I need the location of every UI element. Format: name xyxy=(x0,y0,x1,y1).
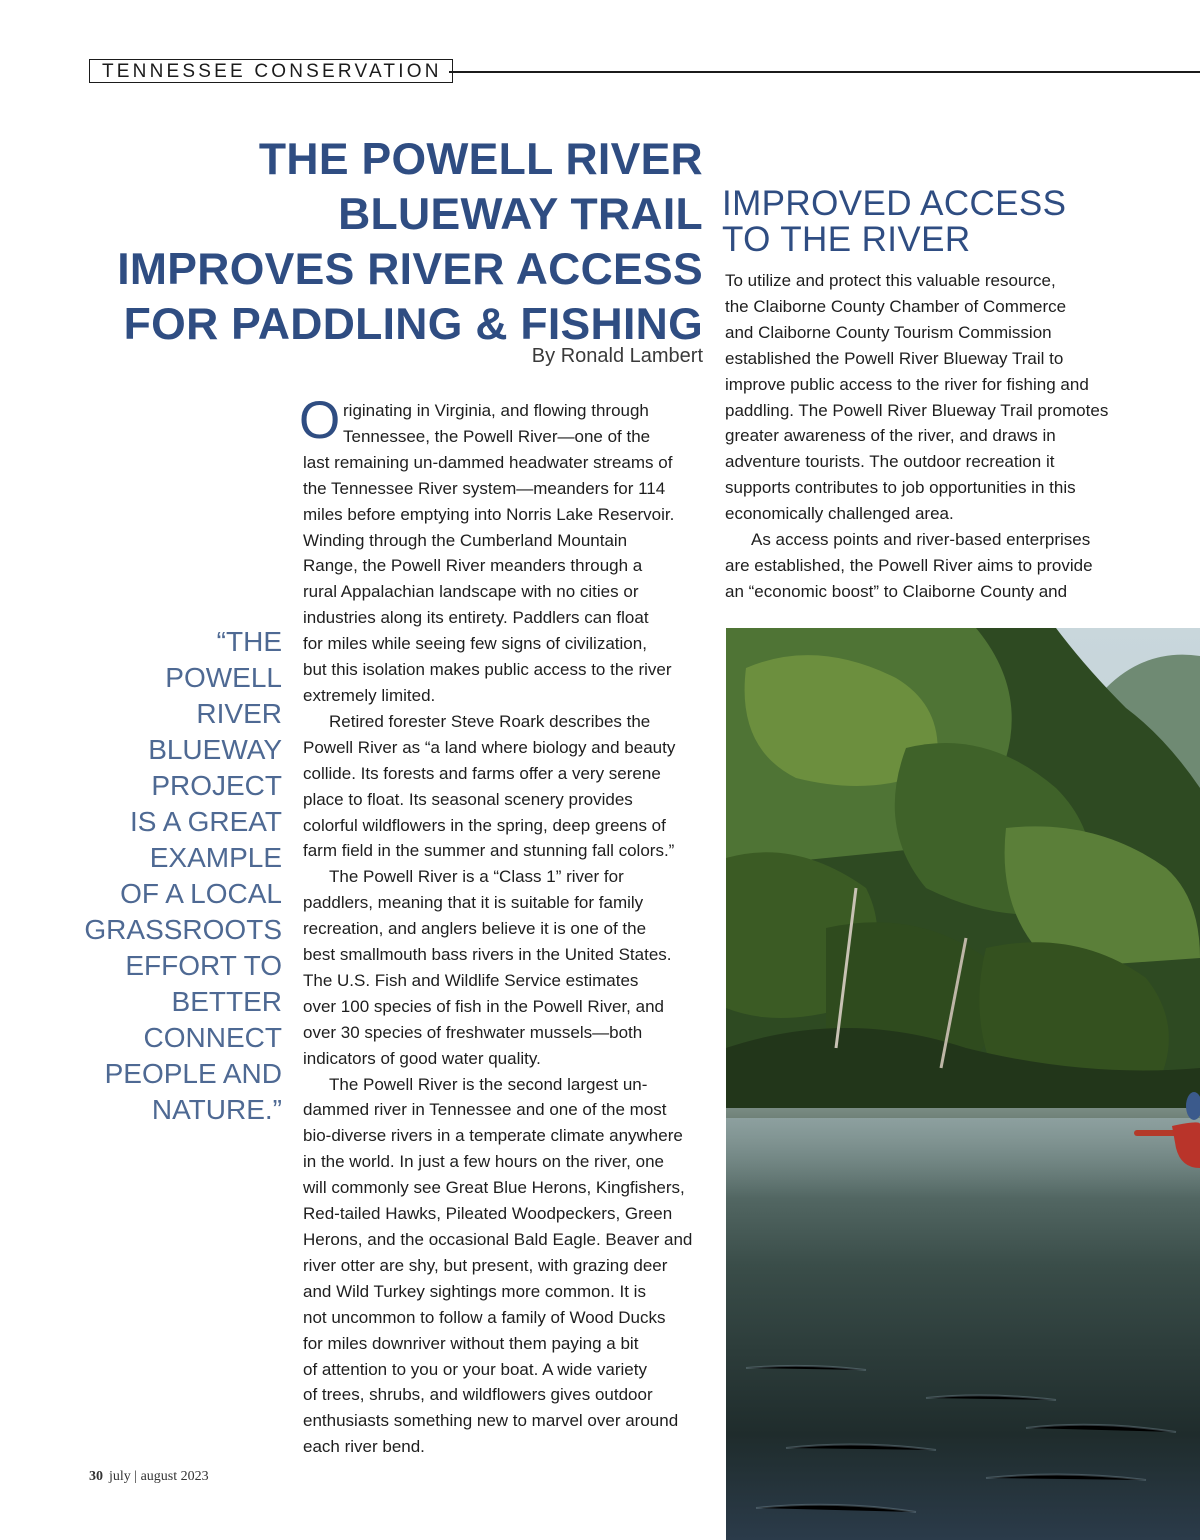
headline-line: BLUEWAY TRAIL xyxy=(338,190,703,239)
headline-line: FOR PADDLING & FISHING xyxy=(123,300,703,349)
body-line: The U.S. Fish and Wildlife Service estimates xyxy=(303,970,639,990)
pull-quote-line: OF A LOCAL xyxy=(120,878,282,909)
body-line: bio-diverse rivers in a temperate climate anywhere xyxy=(303,1126,683,1146)
pull-quote-line: RIVER xyxy=(196,698,282,729)
body-line: recreation, and anglers believe it is one of the xyxy=(303,919,647,939)
body-line: river otter are shy, but present, with grazing deer xyxy=(303,1255,668,1275)
body-line: miles before emptying into Norris Lake Reservoir. xyxy=(303,504,675,524)
pull-quote-line: NATURE.” xyxy=(151,1094,282,1125)
pull-quote-line: EFFORT TO xyxy=(125,950,282,981)
body-line: dammed river in Tennessee and one of the most xyxy=(303,1100,667,1120)
section-label: TENNESSEE CONSERVATION xyxy=(89,59,453,83)
headline-line: IMPROVES RIVER ACCESS xyxy=(117,245,703,294)
pull-quote-line: EXAMPLE xyxy=(149,842,282,873)
body-line: economically challenged area. xyxy=(725,504,954,524)
body-column-right xyxy=(725,268,1195,605)
headline-line: THE POWELL RIVER xyxy=(258,135,703,184)
body-line: over 30 species of freshwater mussels—both xyxy=(303,1022,643,1042)
subhead-line: TO THE RIVER xyxy=(722,220,971,259)
body-line: Winding through the Cumberland Mountain xyxy=(303,530,628,550)
paragraph xyxy=(303,450,713,709)
body-line: Herons, and the occasional Bald Eagle. Beaver and xyxy=(303,1230,693,1249)
article-headline xyxy=(63,132,703,352)
pull-quote-line: CONNECT xyxy=(143,1022,282,1053)
subhead-line: IMPROVED ACCESS xyxy=(722,184,1067,223)
body-line: each river bend. xyxy=(303,1437,425,1457)
body-line: enthusiasts something new to marvel over around xyxy=(303,1411,679,1431)
pull-quote-line: BETTER xyxy=(171,986,282,1017)
issue-date: july | august 2023 xyxy=(109,1469,209,1484)
body-line: The Powell River is the second largest un- xyxy=(329,1074,648,1094)
body-line: but this isolation makes public access to the river xyxy=(303,660,672,680)
body-line: extremely limited. xyxy=(303,685,436,705)
section-subhead xyxy=(722,186,1066,258)
pull-quote xyxy=(80,624,282,1128)
paragraph xyxy=(303,1072,713,1461)
page-footer xyxy=(89,1469,209,1485)
body-line: The Powell River is a “Class 1” river for xyxy=(329,867,624,887)
body-line: industries along its entirety. Paddlers can float xyxy=(303,608,649,628)
body-line: and Claiborne County Tourism Commission xyxy=(725,322,1052,342)
body-column-middle xyxy=(299,391,713,1460)
page-number: 30 xyxy=(89,1469,103,1484)
pull-quote-line: PEOPLE AND xyxy=(104,1058,282,1089)
body-line: colorful wildflowers in the spring, deep greens of xyxy=(303,815,666,835)
paragraph xyxy=(725,527,1195,605)
body-line: To utilize and protect this valuable resource, xyxy=(725,271,1056,290)
body-line: for miles while seeing few signs of civilization, xyxy=(303,634,647,654)
body-line: of attention to you or your boat. A wide variety xyxy=(303,1359,647,1379)
paragraph xyxy=(303,709,713,864)
body-line: greater awareness of the river, and draws in xyxy=(725,426,1056,446)
body-line: supports contributes to job opportunities in this xyxy=(725,478,1076,498)
body-line: over 100 species of fish in the Powell River, and xyxy=(303,996,664,1016)
body-line: the Claiborne County Chamber of Commerce xyxy=(725,296,1067,316)
body-line: and Wild Turkey sightings more common. It is xyxy=(303,1281,646,1301)
body-line: last remaining un-dammed headwater streams of xyxy=(303,452,673,472)
pull-quote-line: GRASSROOTS xyxy=(84,914,282,945)
body-line: indicators of good water quality. xyxy=(303,1048,541,1068)
pull-quote-line: “THE xyxy=(216,626,282,657)
body-line: rural Appalachian landscape with no cities or xyxy=(303,582,639,602)
body-line: Tennessee, the Powell River—one of the xyxy=(343,426,651,446)
header-rule xyxy=(449,71,1200,73)
body-line: paddling. The Powell River Blueway Trail promotes xyxy=(725,400,1109,420)
body-line: not uncommon to follow a family of Wood Ducks xyxy=(303,1307,666,1327)
pull-quote-line: POWELL xyxy=(165,662,282,693)
body-line: an “economic boost” to Claiborne County and xyxy=(725,581,1068,601)
body-line: improve public access to the river for fishing and xyxy=(725,374,1089,394)
body-line: for miles downriver without them paying a bit xyxy=(303,1333,639,1353)
body-line: riginating in Virginia, and flowing through xyxy=(343,401,649,420)
river-kayak-photo xyxy=(726,628,1200,1540)
body-line: As access points and river-based enterprises xyxy=(751,530,1091,550)
body-line: of trees, shrubs, and wildflowers gives outdoor xyxy=(303,1385,653,1405)
body-line: are established, the Powell River aims to provide xyxy=(725,555,1093,575)
drop-cap: O xyxy=(299,391,341,450)
paragraph xyxy=(303,864,713,1071)
body-line: Red-tailed Hawks, Pileated Woodpeckers, Green xyxy=(303,1204,673,1224)
body-line: Range, the Powell River meanders through a xyxy=(303,556,643,576)
body-line: collide. Its forests and farms offer a very serene xyxy=(303,763,661,783)
body-line: Retired forester Steve Roark describes the xyxy=(329,711,651,731)
body-line: in the world. In just a few hours on the river, one xyxy=(303,1152,664,1172)
body-line: will commonly see Great Blue Herons, Kingfishers, xyxy=(303,1178,685,1198)
body-line: farm field in the summer and stunning fall colors.” xyxy=(303,841,675,861)
pull-quote-line: IS A GREAT xyxy=(130,806,282,837)
body-line: place to float. Its seasonal scenery provides xyxy=(303,789,633,809)
body-line: adventure tourists. The outdoor recreation it xyxy=(725,452,1055,472)
pull-quote-line: PROJECT xyxy=(151,770,282,801)
body-line: established the Powell River Blueway Trail to xyxy=(725,348,1064,368)
body-line: Powell River as “a land where biology and beauty xyxy=(303,737,676,757)
pull-quote-line: BLUEWAY xyxy=(148,734,282,765)
byline: By Ronald Lambert xyxy=(531,345,703,367)
paragraph xyxy=(725,268,1195,527)
body-line: best smallmouth bass rivers in the United States. xyxy=(303,945,672,965)
body-line: the Tennessee River system—meanders for 114 xyxy=(303,478,666,498)
body-line: paddlers, meaning that it is suitable for family xyxy=(303,893,644,913)
